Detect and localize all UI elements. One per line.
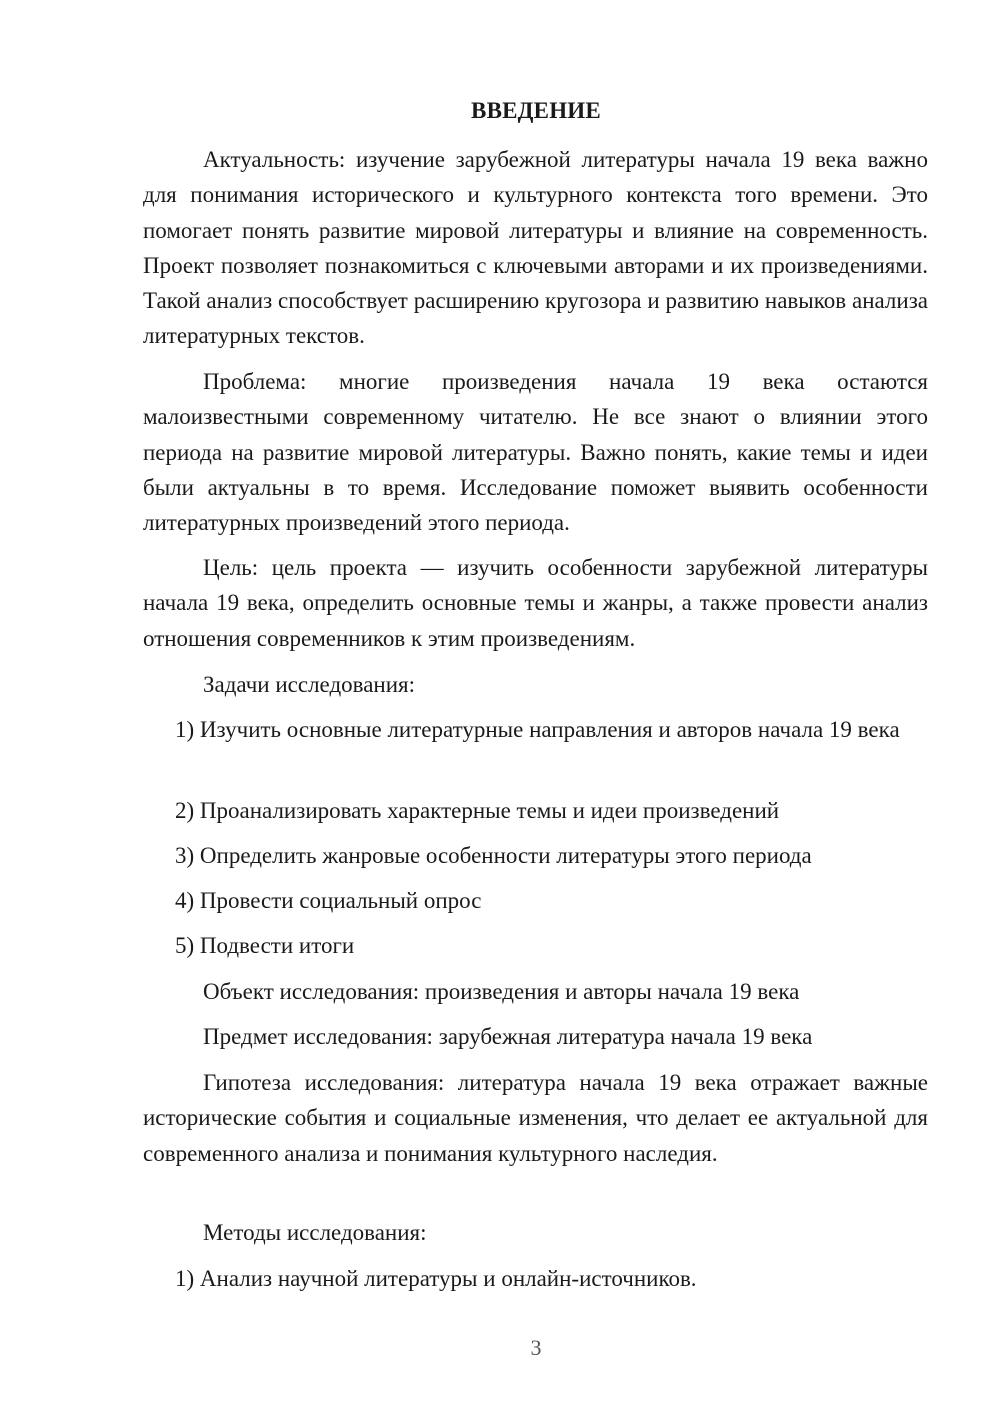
tasks-heading: Задачи исследования:: [203, 672, 416, 697]
task-item-2: 2) Проанализировать характерные темы и идеи произведений: [175, 798, 780, 823]
research-subject: Предмет исследования: зарубежная литература начала 19 века: [203, 1024, 813, 1049]
hypothesis-section: [143, 1065, 928, 1171]
relevance-paragraph: Актуальность: изучение зарубежной литературы начала 19 века важно для понимания исторического и культурного контекста того времени. Это помогает понять развитие мировой литературы и влияние на современность. Проект позволяет познакомиться с ключевыми авторами и их произведениями. Такой анализ способствует расширению кругозора и развитию навыков анализа литературных текстов.: [143, 147, 928, 349]
task-item-5: 5) Подвести итоги: [175, 933, 355, 958]
goal-paragraph: Цель: цель проекта — изучить особенности зарубежной литературы начала 19 века, определить основные темы и жанры, а также провести анализ отношения современников к этим произведениям.: [143, 555, 928, 651]
page-title: ВВЕДЕНИЕ: [471, 98, 601, 123]
research-object: Объект исследования: произведения и авторы начала 19 века: [203, 979, 800, 1004]
problem-paragraph: Проблема: многие произведения начала 19 века остаются малоизвестными современному читателю. Не все знают о влиянии этого периода на развитие мировой литературы. Важно понять, какие темы и идеи были актуальны в то время. Исследование поможет выявить особенности литературных произведений этого периода.: [143, 369, 928, 536]
problem-section: [143, 364, 928, 540]
hypothesis-paragraph: Гипотеза исследования: литература начала 19 века отражает важные исторические события и социальные изменения, что делает ее актуальной для современного анализа и понимания культурного наследия.: [143, 1070, 928, 1166]
method-item-1: 1) Анализ научной литературы и онлайн-источников.: [175, 1266, 697, 1291]
relevance-section: [143, 142, 928, 354]
task-item-4: 4) Провести социальный опрос: [175, 888, 482, 913]
task-item-1: 1) Изучить основные литературные направления и авторов начала 19 века: [175, 717, 900, 742]
task-item-3: 3) Определить жанровые особенности литературы этого периода: [175, 843, 812, 868]
goal-section: [143, 550, 928, 656]
page-number: 3: [530, 1335, 542, 1360]
methods-heading: Методы исследования:: [203, 1220, 427, 1245]
